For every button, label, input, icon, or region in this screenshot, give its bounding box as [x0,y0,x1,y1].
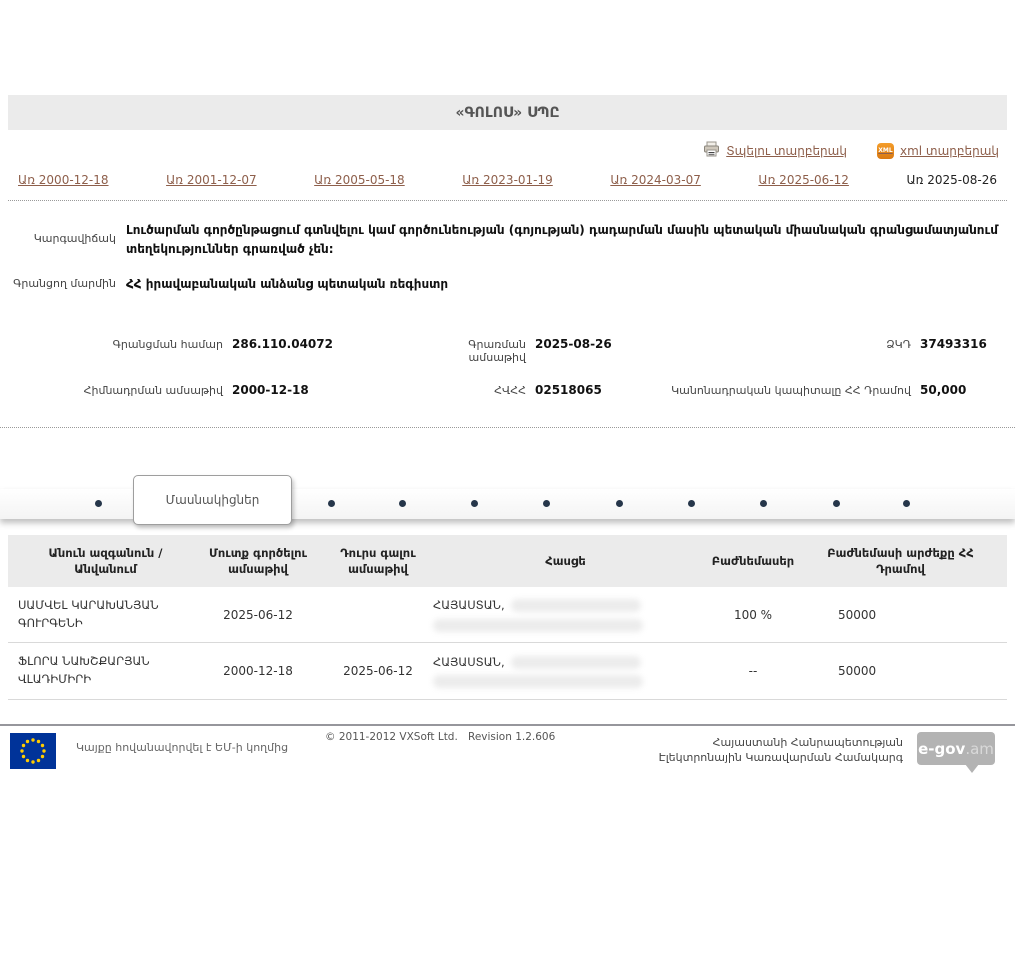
redacted-address-blur [511,656,641,669]
zkd-value: 37493316 [920,336,987,351]
hvhh-value: 02518065 [535,382,602,397]
date-tab-2005-05-18[interactable]: Առ 2005-05-18 [314,173,405,187]
action-links [0,130,1015,164]
egov-logo[interactable] [917,732,995,765]
table-row [8,643,1007,700]
participant-shares: 100 % [733,607,773,622]
revision-text: Revision 1.2.606 [468,731,556,744]
tab-dot[interactable] [543,500,550,507]
footer [0,724,1015,786]
egov-logo-main: e-gov [918,739,966,758]
capital-label: Կանոնադրական կապիտալը ՀՀ Դրամով [671,383,911,397]
print-version-link[interactable] [703,141,847,160]
tab-participants[interactable]: Մասնակիցներ [133,475,292,525]
participant-share-value: 50000 [838,607,877,622]
tab-dot[interactable] [903,500,910,507]
egov-system-line2: Էլեկտրոնային Կառավարման Համակարգ [658,750,903,764]
xml-version-label: xml տարբերակ [899,143,999,158]
participant-address [433,654,698,689]
redacted-address-blur [433,675,643,688]
participant-address [433,597,698,632]
capital-value: 50,000 [920,382,967,397]
hvhh-label: ՀՎՀՀ [494,383,526,397]
date-tab-current: Առ 2025-08-26 [906,173,997,187]
tab-dot[interactable] [399,500,406,507]
tab-dot[interactable] [328,500,335,507]
tab-dot[interactable] [833,500,840,507]
tab-dot[interactable] [95,500,102,507]
registration-details [0,311,1015,428]
col-header-shares: Բաժնեմասեր [711,553,795,568]
snapshot-date-tabs [8,164,1007,201]
table-row [8,587,1007,644]
copyright-text: © 2011-2012 VXSoft Ltd. [325,731,458,744]
participant-entry-date: 2000-12-18 [223,664,293,679]
date-tab-2024-03-07[interactable]: Առ 2024-03-07 [610,173,701,187]
col-header-share-value: Բաժնեմասի արժեքը ՀՀ Դրամով [827,545,974,576]
egov-system-line1: Հայաստանի Հանրապետության [712,736,903,750]
col-header-address: Հասցե [545,553,586,568]
participant-name: ՍԱՄՎԵԼ ԿԱՐԱԽԱՆՅԱՆ ԳՈՒՐԳԵՆԻ [18,597,159,630]
reg-number-value: 286.110.04072 [232,336,333,351]
participant-share-value: 50000 [838,664,877,679]
eu-sponsor-text: Կայքը հովանավորվել է ԵՄ-ի կողմից [76,741,289,755]
redacted-address-blur [433,619,643,632]
eu-flag-icon [10,733,56,773]
address-country: ՀԱՅԱՍՏԱՆ, [433,598,505,613]
registrar-label: Գրանցող մարմին [13,277,116,291]
col-header-entry-date: Մուտք գործելու ամսաթիվ [208,545,308,576]
egov-logo-suffix: .am [965,739,994,758]
egov-system-text [659,736,903,766]
status-label: Կարգավիճակ [33,232,116,246]
registrar-row [10,275,1005,294]
printer-icon [703,141,720,160]
xml-icon: XML [877,143,894,159]
participant-entry-date: 2025-06-12 [223,607,293,622]
participant-name: ՖԼՈՐԱ ՆԱԽՇՔԱՐՅԱՆ ՎԼԱԴԻՄԻՐԻ [18,654,150,687]
record-date-label: Գրառման ամսաթիվ [468,337,526,364]
participant-exit-date: 2025-06-12 [343,664,413,679]
participants-table-header [8,535,1007,587]
participant-shares: -- [748,664,758,679]
date-tab-2023-01-19[interactable]: Առ 2023-01-19 [462,173,553,187]
col-header-exit-date: Դուրս գալու ամսաթիվ [340,545,416,576]
record-date-value: 2025-08-26 [535,336,612,351]
xml-version-link[interactable] [877,143,999,159]
company-info-section [0,201,1015,294]
date-tab-2000-12-18[interactable]: Առ 2000-12-18 [18,173,109,187]
redacted-address-blur [511,599,641,612]
participants-table [8,535,1007,700]
tab-dot[interactable] [616,500,623,507]
tab-dot[interactable] [471,500,478,507]
founded-date-value: 2000-12-18 [232,382,309,397]
section-tabbar [0,475,1015,527]
registrar-value: ՀՀ իրավաբանական անձանց պետական ռեգիստր [126,277,449,292]
date-tab-2025-06-12[interactable]: Առ 2025-06-12 [758,173,849,187]
founded-date-label: Հիմնադրման ամսաթիվ [83,383,223,397]
page-title: «ԳՈԼՈՍ» ՍՊԸ [8,95,1007,130]
status-row [10,221,1005,258]
zkd-label: ՁԿԴ [886,337,911,351]
company-register-page [0,95,1015,786]
tab-dot[interactable] [760,500,767,507]
status-value: Լուծարման գործընթացում գտնվելու կամ գործունեության (գոյության) դադարման մասին պետական միասնական գրանցամատյանում տեղեկություններ գրառված չեն: [126,223,998,256]
reg-number-label: Գրանցման համար [112,337,223,351]
col-header-name: Անուն ազգանուն / Անվանում [48,545,163,576]
print-version-label: Տպելու տարբերակ [726,143,847,158]
address-country: ՀԱՅԱՍՏԱՆ, [433,654,505,669]
tab-dot[interactable] [688,500,695,507]
date-tab-2001-12-07[interactable]: Առ 2001-12-07 [166,173,257,187]
